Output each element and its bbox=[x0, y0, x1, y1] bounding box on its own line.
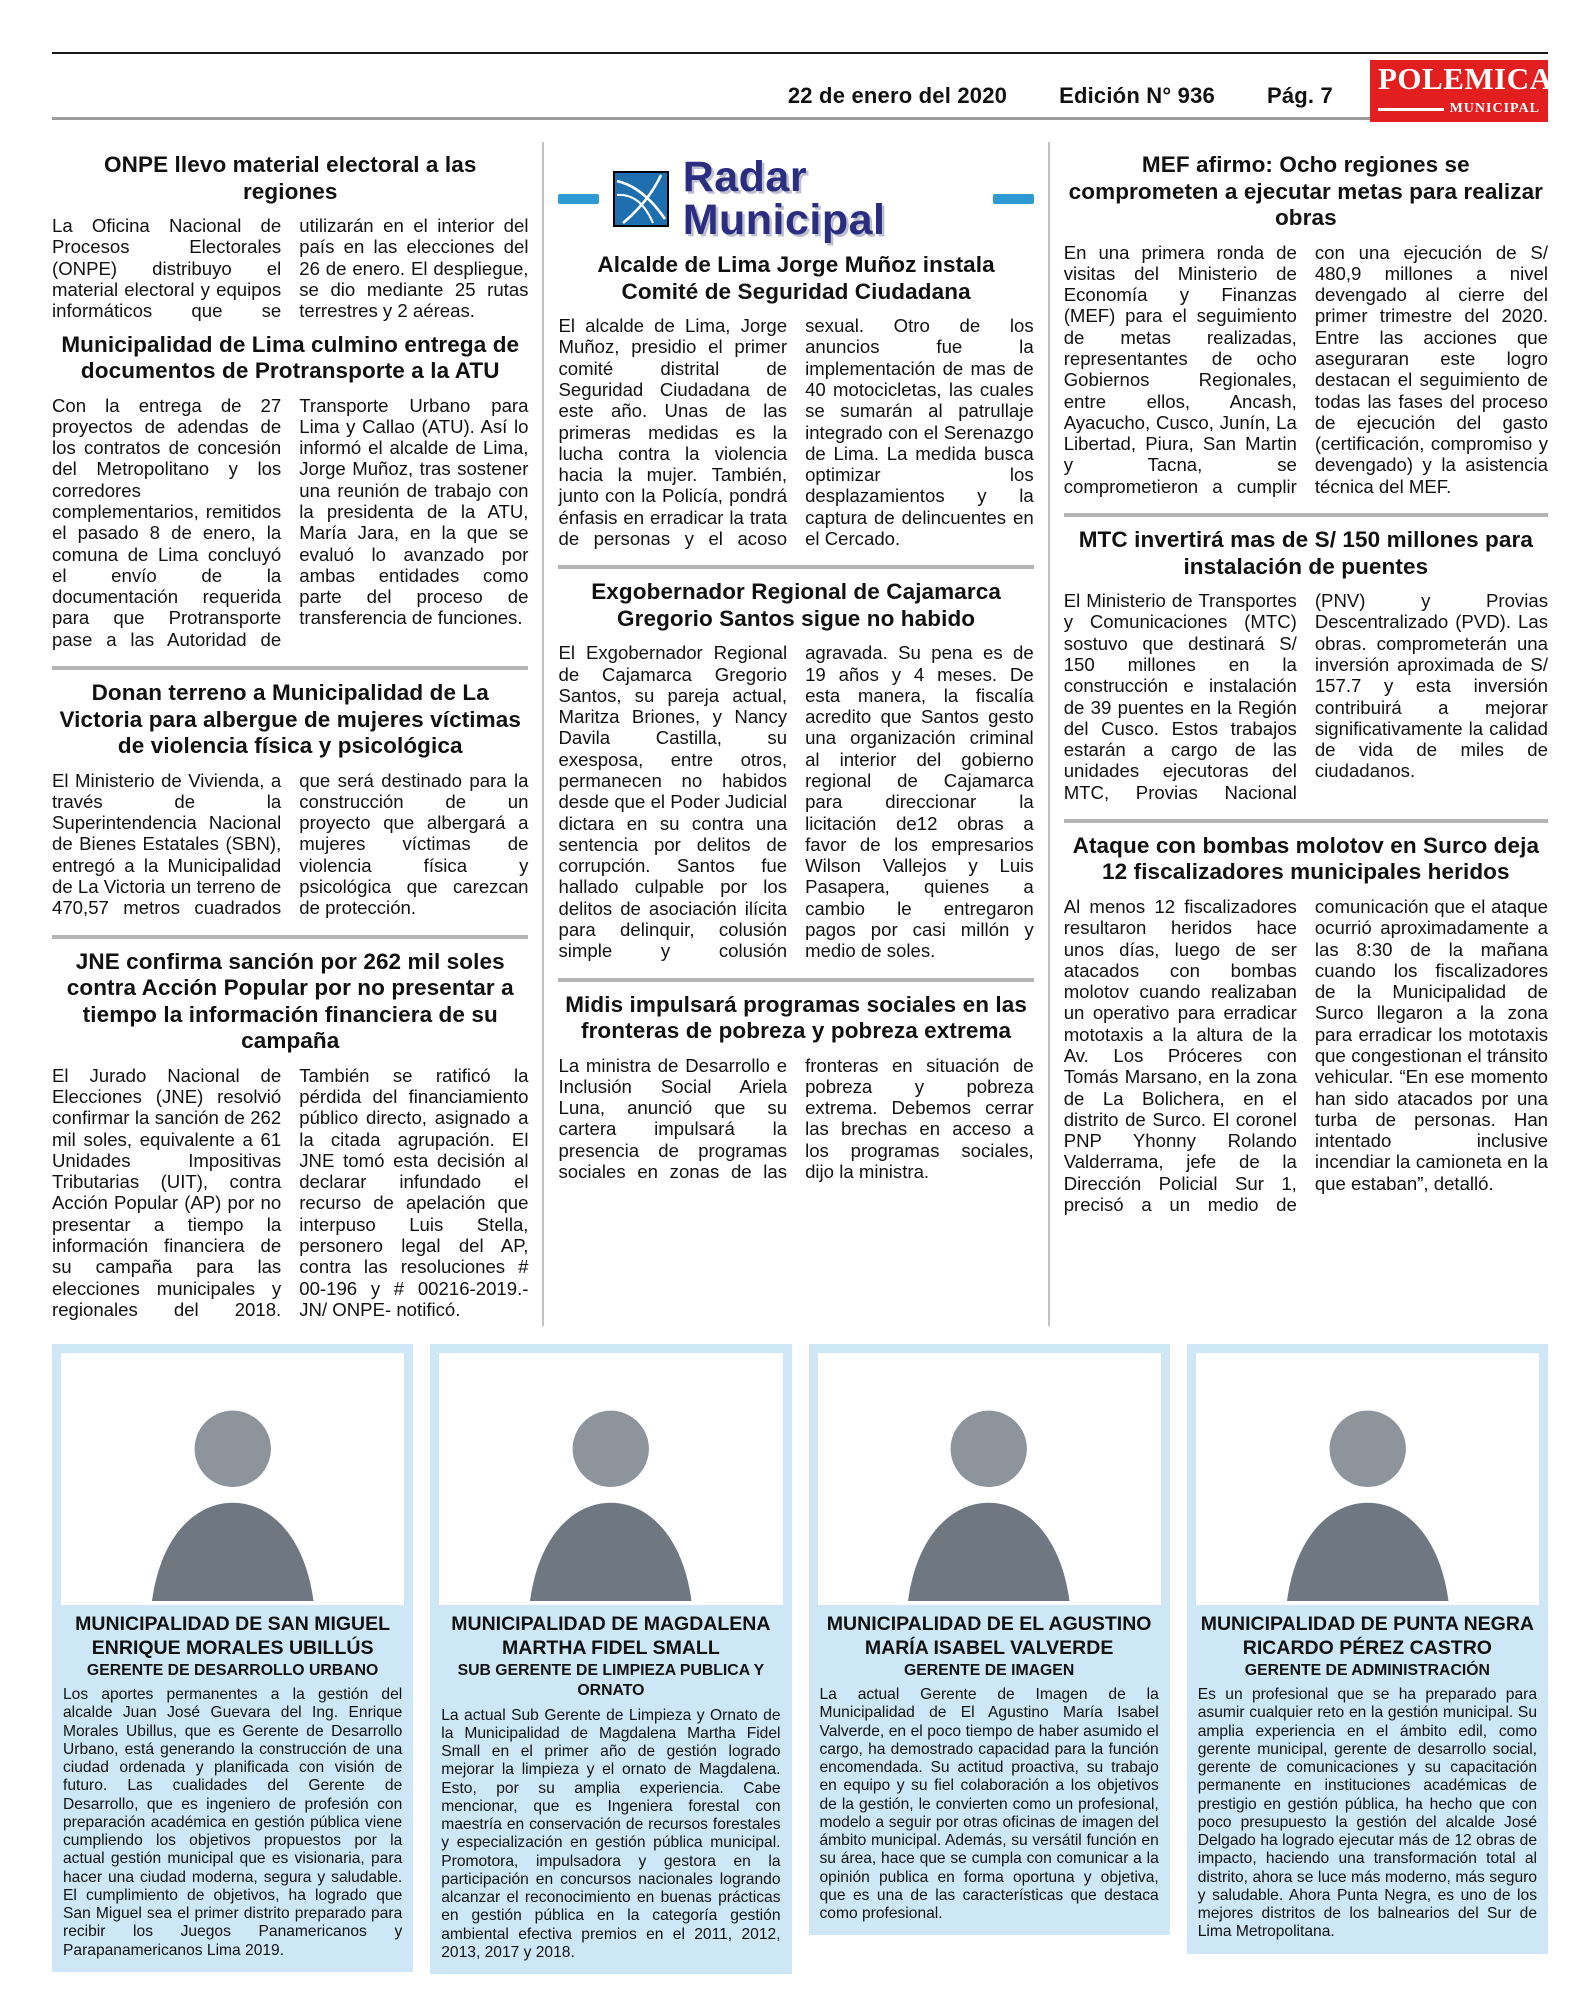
masthead bbox=[52, 52, 1553, 120]
profile-card-punta-negra bbox=[1187, 1344, 1548, 1953]
article-protransporte-headline: Municipalidad de Lima culmino entrega de documentos de Protransporte a la ATU bbox=[61, 331, 520, 384]
profile-role: GERENTE DE DESARROLLO URBANO bbox=[86, 1661, 379, 1679]
profile-name: MARÍA ISABEL VALVERDE bbox=[864, 1636, 1114, 1659]
person-silhouette-icon bbox=[858, 1377, 1119, 1601]
article-alcalde-lima-body: El alcalde de Lima, Jorge Muñoz, presidio el primer comité distrital de Seguridad Ciudadana de este año. Unas de las primeras medidas es la lucha contra la violencia hacia la mujer. También, junto con la Policía, pondrá énfasis en erradicar la trata de personas y el acoso sexual. Otro de los anuncios fue la implementación de mas de 40 motocicletas, las cuales se sumarán al patrullaje integrado con el Serenazgo de Lima. La medida busca optimizar los desplazamientos y la captura de delincuentes en el Cercado. bbox=[558, 315, 1034, 549]
polemica-logo-subtitle: MUNICIPAL bbox=[1449, 101, 1540, 116]
profile-bio: Los aportes permanentes a la gestión del alcalde Juan José Guevara del Ing. Enrique Morales Ubillus, que es Gerente de Desarrollo Urbano, está generando la construcción de una ciudad ordenada y planificada con visión de futuro. Las cualidades del Gerente de Desarrollo, que es ingeniero de profesión con preparación académica en gestión pública viene cumpliendo los objetivos propuestos por la actual gestión municipal que es visionaria, para hacer una ciudad moderna, segura y saludable. El cumplimiento de objetivos, ha logrado que San Miguel sea el primer distrito preparado para recibir los Juegos Panamericanos y Parapanamericanos Lima 2019. bbox=[63, 1686, 403, 1959]
profile-bio: La actual Sub Gerente de Limpieza y Ornato de la Municipalidad de Magdalena Martha Fidel Small en el primer año de gestión logrado mejorar la limpieza y el ornato de Magdalena. Esto, por su amplia experiencia. Cabe mencionar, que es Ingeniera forestal con maestría en conservación de recursos forestales y especialización en gestión pública municipal. Promotora, impulsadora y gestora en la participación en concursos nacionales logrando alcanzar el reconocimiento en buenas prácticas en gestión pública en la categoría gestión ambiental efectiva premios en el 2011, 2012, 2013, 2017 y 2018. bbox=[441, 1706, 781, 1961]
article-exgobernador bbox=[558, 579, 1033, 961]
portrait-photo bbox=[61, 1353, 404, 1605]
article-midis-body: La ministra de Desarrollo e Inclusión Social Ariela Luna, anunció que su cartera impulsará la presencia de programas sociales en zonas de las fronteras en situación de pobreza y pobreza extrema. Debemos cerrar las brechas en acceso a los programas sociales, dijo la ministra. bbox=[558, 1054, 1034, 1182]
article-mef-body: En una primera ronda de visitas del Ministerio de Economía y Finanzas (MEF) para el seguimiento de metas realizadas, representantes de ocho Gobiernos Regionales, entre ellos, Ancash, Ayacucho, Cusco, Junín, La Libertad, Piura, San Martin y Tacna, se comprometieron a cumplir con una ejecución de S/ 480,9 millones a nivel devengado al cierre del primer trimestre del 2020. Entre las acciones que aseguraran este logro destacan el seguimiento de todas las fases del proceso de ejecución del gasto (certificación, compromiso y devengado) y la asistencia técnica del MEF. bbox=[1063, 241, 1548, 497]
official-profiles bbox=[52, 1344, 1548, 1974]
radar-municipal-title: Radar Municipal bbox=[682, 153, 886, 244]
profile-municipality: MUNICIPALIDAD DE MAGDALENA bbox=[451, 1613, 771, 1636]
section-divider bbox=[52, 666, 528, 670]
profile-municipality: MUNICIPALIDAD DE SAN MIGUEL bbox=[75, 1613, 391, 1636]
profile-card-el-agustino bbox=[809, 1344, 1170, 1935]
portrait-photo bbox=[1196, 1353, 1539, 1605]
profile-bio: La actual Gerente de Imagen de la Municipalidad de El Agustino María Isabel Valverde, en el poco tiempo de haber asumido el cargo, ha demostrado capacidad para la función encomendada. Su actitud proactiva, su trabajo en equipo y su fiel colaboración a los objetivos de la gestión, le convierten como un profesional, modelo a seguir por otras oficinas de imagen del ámbito municipal. Además, su versátil función en su área, hace que se cumpla con comunicar a la opinión publica en forma oportuna y objetiva, que es una de las características que destaca como profesional. bbox=[819, 1686, 1159, 1923]
article-mef bbox=[1064, 152, 1548, 497]
logo-rule bbox=[1378, 108, 1444, 111]
article-alcalde-lima bbox=[558, 252, 1033, 549]
profile-role: GERENTE DE IMAGEN bbox=[903, 1661, 1075, 1679]
radar-dash-left-icon bbox=[558, 194, 598, 204]
article-exgobernador-body: El Exgobernador Regional de Cajamarca Gregorio Santos, su pareja actual, Maritza Briones, y Nancy Davila Castilla, su exesposa, entre otros, permanecen no habidos desde que el Poder Judicial dictara en su contra una sentencia por delitos de corrupción. Santos fue hallado culpable por los delitos de asociación ilícita para delinquir, colusión simple y colusión agravada. Su pena es de 19 años y 4 meses. De esta manera, la fiscalía acredito que Santos gesto una organización criminal al interior del gobierno regional de Cajamarca para direccionar la licitación de12 obras a favor de los empresarios Wilson Vallejos y Luis Pasapera, quienes a cambio le entregaron pagos por casi millón y medio de soles. bbox=[558, 642, 1034, 962]
main-columns bbox=[52, 142, 1548, 1326]
column-middle bbox=[542, 142, 1047, 1326]
article-mtc bbox=[1064, 527, 1548, 803]
article-molotov bbox=[1064, 833, 1548, 1215]
article-mef-headline: MEF afirmo: Ocho regiones se comprometen a ejecutar metas para realizar obras bbox=[1068, 152, 1544, 231]
profile-role: GERENTE DE ADMINISTRACIÓN bbox=[1244, 1661, 1490, 1679]
article-jne-headline: JNE confirma sanción por 262 mil soles contra Acción Popular por no presentar a tiempo la información financiera de su campaña bbox=[66, 948, 514, 1054]
section-divider bbox=[558, 978, 1033, 982]
article-alcalde-lima-headline: Alcalde de Lima Jorge Muñoz instala Comité de Seguridad Ciudadana bbox=[597, 252, 995, 304]
article-jne-body: El Jurado Nacional de Elecciones (JNE) resolvió confirmar la sanción de 262 mil soles, equivalente a 61 Unidades Impositivas Tributarias (UIT), contra Acción Popular (AP) por no presentar a tiempo la información financiera de su campaña para las elecciones municipales y regionales del 2018. También se ratificó la pérdida del financiamiento público directo, asignado a la citada agrupación. El JNE tomó esta decisión al declarar infundado el recurso de apelación que interpuso Luis Stella, personero legal del AP, contra las resoluciones # 00-196 y # 00216-2019.-JN/ ONPE- notificó. bbox=[52, 1064, 529, 1320]
article-onpe-body: La Oficina Nacional de Procesos Electorales (ONPE) distribuyo el material electoral y equipos informáticos que se utilizarán en el interior del país en las elecciones del 26 de enero. El despliegue, se dio mediante 25 rutas terrestres y 2 aéreas. bbox=[52, 215, 529, 322]
section-divider bbox=[558, 565, 1033, 569]
portrait-photo bbox=[439, 1353, 782, 1605]
polemica-logo-subtitle-row bbox=[1378, 101, 1540, 117]
article-jne bbox=[52, 949, 528, 1321]
profile-role: SUB GERENTE DE LIMPIEZA PUBLICA Y ORNATO bbox=[457, 1661, 765, 1700]
issue-date: 22 de enero del 2020 bbox=[787, 83, 1008, 108]
masthead-meta bbox=[788, 83, 1333, 109]
profile-name: MARTHA FIDEL SMALL bbox=[502, 1636, 720, 1659]
person-silhouette-icon bbox=[102, 1377, 363, 1601]
profile-card-magdalena bbox=[430, 1344, 791, 1974]
article-midis-headline: Midis impulsará programas sociales en las fronteras de pobreza y pobreza extrema bbox=[565, 991, 1027, 1044]
article-donan-terreno-body: El Ministerio de Vivienda, a través de la Superintendencia Nacional de Bienes Estatales (SBN), entregó a la Municipalidad de La Victoria un terreno de 470,57 metros cuadrados que será destinado para la construcción de un proyecto que albergará a mujeres víctimas de violencia física y psicológica que carezcan de protección. bbox=[52, 769, 529, 919]
radar-dash-right-icon bbox=[993, 194, 1033, 204]
article-onpe-headline: ONPE llevo material electoral a las regiones bbox=[104, 152, 477, 204]
portrait-photo bbox=[818, 1353, 1161, 1605]
article-mtc-body: El Ministerio de Transportes y Comunicaciones (MTC) sostuvo que destinará S/ 150 millones en la construcción e instalación de 39 puentes en la Región del Cusco. Estos trabajos estarán a cargo de las unidades ejecutoras del MTC, Provias Nacional (PNV) y Provias Descentralizado (PVD). Las obras. comprometerán una inversión aproximada de S/ 157.7 y esta inversión contribuirá a mejorar significativamente la calidad de vida de miles de ciudadanos. bbox=[1063, 590, 1548, 803]
article-molotov-headline: Ataque con bombas molotov en Surco deja 12 fiscalizadores municipales heridos bbox=[1072, 832, 1540, 885]
page-number: Pág. 7 bbox=[1266, 83, 1333, 108]
radar-square-icon bbox=[613, 171, 669, 227]
radar-municipal-logo bbox=[558, 153, 1033, 244]
person-silhouette-icon bbox=[480, 1377, 741, 1601]
article-donan-terreno bbox=[52, 680, 528, 919]
person-silhouette-icon bbox=[1237, 1377, 1498, 1601]
edition-number: Edición N° 936 bbox=[1059, 83, 1215, 108]
section-divider bbox=[1064, 819, 1548, 823]
column-left bbox=[52, 142, 542, 1326]
column-right bbox=[1048, 142, 1548, 1326]
profile-bio: Es un profesional que se ha preparado para asumir cualquier reto en la gestión municipal. Su amplia experiencia en el ámbito edil, como gerente municipal, gerente de desarrollo social, gerente de comunicaciones y su capacitación permanente en instituciones académicas de prestigio en gestión pública, ha hecho que con poco presupuesto la gestión del alcalde José Delgado ha logrado ejecutar más de 12 obras de impacto, haciendo una transformación total al distrito, ahora se luce más moderno, más seguro y saludable. Ahora Punta Negra, es uno de los mejores distritos de los balnearios del Sur de Lima Metropolitana. bbox=[1197, 1686, 1537, 1941]
article-midis bbox=[558, 992, 1033, 1183]
article-protransporte-body: Con la entrega de 27 proyectos de adendas de los contratos de concesión del Metropolitano y los corredores complementarios, remitidos el pasado 8 de enero, la comuna de Lima concluyó el envío de la documentación requerida para que Protransporte pase a las Autoridad de Transporte Urbano para Lima y Callao (ATU). Así lo informó el alcalde de Lima, Jorge Muñoz, tras sostener una reunión de trabajo con la presidenta de la ATU, María Jara, en la que se evaluó lo avanzado por ambas entidades como parte del proceso de transferencia de funciones. bbox=[52, 394, 529, 650]
article-donan-terreno-headline: Donan terreno a Municipalidad de La Victoria para albergue de mujeres víctimas de violencia física y psicológica bbox=[59, 679, 521, 759]
profile-name: RICARDO PÉREZ CASTRO bbox=[1242, 1636, 1492, 1659]
newspaper-page bbox=[0, 52, 1594, 1994]
profile-card-san-miguel bbox=[52, 1344, 413, 1972]
article-exgobernador-headline: Exgobernador Regional de Cajamarca Gregorio Santos sigue no habido bbox=[591, 579, 1001, 631]
polemica-logo bbox=[1370, 60, 1553, 122]
profile-municipality: MUNICIPALIDAD DE PUNTA NEGRA bbox=[1200, 1613, 1535, 1636]
polemica-logo-title: POLEMICA bbox=[1378, 61, 1553, 96]
article-mtc-headline: MTC invertirá mas de S/ 150 millones para instalación de puentes bbox=[1078, 527, 1533, 579]
article-protransporte bbox=[52, 332, 528, 650]
profile-name: ENRIQUE MORALES UBILLÚS bbox=[91, 1636, 374, 1659]
profile-municipality: MUNICIPALIDAD DE EL AGUSTINO bbox=[826, 1613, 1152, 1636]
article-molotov-body: Al menos 12 fiscalizadores resultaron heridos hace unos días, luego de ser atacados con bombas molotov cuando realizaban un operativo para erradicar mototaxis a la altura de la Av. Los Próceres con Tomás Marsano, en la zona de La Bolichera, en el distrito de Surco. El coronel PNP Yhonny Rolando Valderrama, jefe de la Dirección Policial Sur 1, precisó a un medio de comunicación que el ataque ocurrió aproximadamente a las 8:30 de la mañana cuando los fiscalizadores de la Municipalidad de Surco llegaron a la zona para erradicar los mototaxis que congestionan el tránsito vehicular. “En ese momento han sido atacados por una turba de personas. Han intentado inclusive incendiar la camioneta en la que estaban”, detalló. bbox=[1063, 896, 1548, 1215]
article-onpe bbox=[52, 152, 528, 322]
section-divider bbox=[1064, 513, 1548, 517]
section-divider bbox=[52, 935, 528, 939]
